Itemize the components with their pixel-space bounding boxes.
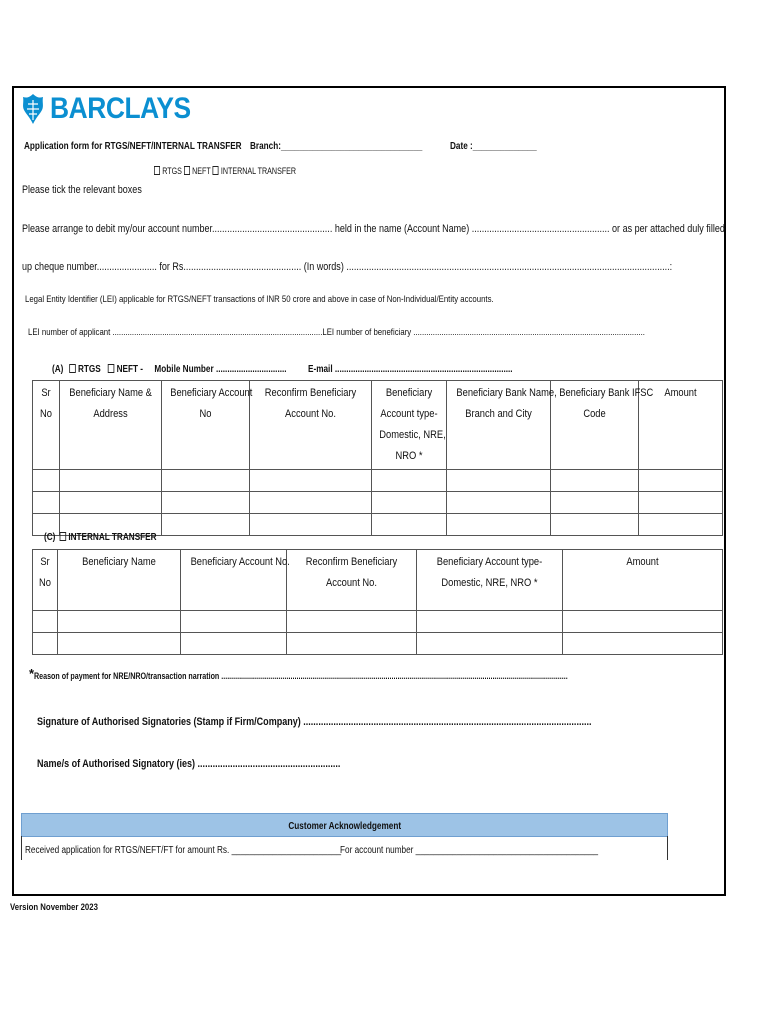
version-label: Version November 2023 xyxy=(10,902,98,913)
section-a-neft-label: NEFT - xyxy=(116,364,144,375)
c-header-cell xyxy=(58,550,181,611)
header-text: Amount xyxy=(626,556,659,568)
header-text: Amount xyxy=(664,387,697,399)
reason-text: Reason of payment for NRE/NRO/transaction narration ............................................................................................................................................................................... xyxy=(34,671,568,682)
internal-transfer-checkbox[interactable] xyxy=(213,166,219,175)
neft-checkbox[interactable] xyxy=(184,166,190,175)
internal-transfer-table xyxy=(32,549,723,655)
table-row xyxy=(33,633,723,655)
table-input-cell[interactable] xyxy=(639,492,723,514)
header-text: Account type- xyxy=(380,408,438,420)
table-input-cell[interactable] xyxy=(33,470,60,492)
email-field[interactable]: E-mail .............................................................................. xyxy=(308,364,513,375)
transfer-type-options xyxy=(154,166,296,177)
lei-note: Legal Entity Identifier (LEI) applicable for RTGS/NEFT transactions of INR 50 crore and above in case of Non-Individual/Entity accounts. xyxy=(25,294,494,305)
section-a-neft-checkbox[interactable] xyxy=(108,364,115,373)
section-a-label: (A) xyxy=(52,364,64,375)
table-input-cell[interactable] xyxy=(417,633,563,655)
table-input-cell[interactable] xyxy=(563,611,723,633)
header-text: Beneficiary Bank Name, xyxy=(456,387,557,399)
table-input-cell[interactable] xyxy=(417,611,563,633)
a-header-cell xyxy=(162,381,253,470)
header-text: No xyxy=(199,408,212,420)
c-header-cell xyxy=(181,550,290,611)
table-row xyxy=(33,470,723,492)
a-header-cell xyxy=(447,381,557,470)
table-input-cell[interactable] xyxy=(33,633,58,655)
header-text: Sr xyxy=(40,556,50,568)
table-input-cell[interactable] xyxy=(372,514,447,536)
table-input-cell[interactable] xyxy=(250,470,372,492)
header-text: Beneficiary Bank IFSC xyxy=(559,387,654,399)
table-input-cell[interactable] xyxy=(551,514,639,536)
table-input-cell[interactable] xyxy=(60,492,162,514)
c-header-cell xyxy=(33,550,58,611)
table-input-cell[interactable] xyxy=(58,611,181,633)
header-text: Domestic, NRE, NRO * xyxy=(441,577,538,589)
table-input-cell[interactable] xyxy=(287,633,417,655)
lei-numbers-line[interactable]: LEI number of applicant .................................................................................................LEI number of beneficiary ........................................................................................................... xyxy=(28,327,645,338)
tick-note: Please tick the relevant boxes xyxy=(22,184,142,196)
table-row xyxy=(33,492,723,514)
rtgs-checkbox[interactable] xyxy=(154,166,160,175)
table-input-cell[interactable] xyxy=(447,470,551,492)
form-title: Application form for RTGS/NEFT/INTERNAL TRANSFER xyxy=(24,141,242,152)
table-input-cell[interactable] xyxy=(250,514,372,536)
a-header-cell xyxy=(33,381,60,470)
table-input-cell[interactable] xyxy=(447,514,551,536)
a-header-cell xyxy=(639,381,723,470)
table-input-cell[interactable] xyxy=(60,470,162,492)
header-text: Branch and City xyxy=(465,408,532,420)
section-c-title: INTERNAL TRANSFER xyxy=(68,532,157,543)
internal-transfer-option-label: INTERNAL TRANSFER xyxy=(220,166,297,177)
table-input-cell[interactable] xyxy=(250,492,372,514)
cheque-amount-line[interactable]: up cheque number........................ for Rs............................................... (In words) .................................................................................................................................: xyxy=(22,261,673,273)
section-c-label: (C) xyxy=(44,532,56,543)
date-field[interactable]: Date :______________ xyxy=(450,141,537,152)
c-header-row xyxy=(33,550,723,611)
signatory-names-line[interactable]: Name/s of Authorised Signatory (ies) ......................................................... xyxy=(37,758,341,770)
header-text: Beneficiary Name & xyxy=(69,387,152,399)
a-header-cell xyxy=(250,381,372,470)
a-header-cell xyxy=(60,381,162,470)
c-header-cell xyxy=(287,550,417,611)
debit-account-line[interactable]: Please arrange to debit my/our account number................................................ held in the name (Account Name) ....................................................... or as per attached duly filled xyxy=(22,223,725,235)
section-a-rtgs-label: RTGS xyxy=(77,364,101,375)
table-input-cell[interactable] xyxy=(33,492,60,514)
table-input-cell[interactable] xyxy=(181,633,287,655)
header-text: Domestic, NRE, xyxy=(379,429,446,441)
header-text: Reconfirm Beneficiary xyxy=(264,387,357,399)
a-header-cell xyxy=(551,381,654,470)
table-input-cell[interactable] xyxy=(181,611,287,633)
section-c-heading xyxy=(44,532,157,543)
header-text: No xyxy=(40,408,52,420)
ack-received-field[interactable]: Received application for RTGS/NEFT/FT for amount Rs. ________________________ xyxy=(25,845,342,856)
brand-name: BARCLAYS xyxy=(50,92,191,125)
signature-line[interactable]: Signature of Authorised Signatories (Stamp if Firm/Company) ................................................................................................................... xyxy=(37,716,592,728)
header-text: Beneficiary xyxy=(385,387,433,399)
section-a-heading xyxy=(52,364,287,375)
mobile-number-field[interactable]: Mobile Number ............................... xyxy=(154,364,287,375)
header-text: Address xyxy=(93,408,128,420)
header-text: Reconfirm Beneficiary xyxy=(305,556,398,568)
table-input-cell[interactable] xyxy=(639,514,723,536)
table-input-cell[interactable] xyxy=(162,492,250,514)
rtgs-option-label: RTGS xyxy=(162,166,182,177)
ack-account-field[interactable]: For account number ________________________________________ xyxy=(340,845,599,856)
a-header-cell xyxy=(372,381,447,470)
table-input-cell[interactable] xyxy=(33,611,58,633)
acknowledgement-title: Customer Acknowledgement xyxy=(288,821,401,832)
header-text: Beneficiary Account type- xyxy=(436,556,543,568)
table-input-cell[interactable] xyxy=(372,492,447,514)
barclays-logo xyxy=(20,92,210,126)
rtgs-neft-table xyxy=(32,380,723,536)
table-input-cell[interactable] xyxy=(287,611,417,633)
neft-option-label: NEFT xyxy=(192,166,211,177)
c-header-cell xyxy=(563,550,723,611)
table-input-cell[interactable] xyxy=(639,470,723,492)
section-a-rtgs-checkbox[interactable] xyxy=(69,364,76,373)
table-input-cell[interactable] xyxy=(372,470,447,492)
header-text: Code xyxy=(583,408,606,420)
header-text: NRO * xyxy=(395,450,423,462)
table-input-cell[interactable] xyxy=(162,470,250,492)
table-input-cell[interactable] xyxy=(563,633,723,655)
c-header-cell xyxy=(417,550,563,611)
eagle-icon xyxy=(20,92,46,126)
section-c-checkbox[interactable] xyxy=(59,532,66,541)
a-header-row xyxy=(33,381,723,470)
header-text: Account No. xyxy=(285,408,336,420)
header-text: No xyxy=(39,577,51,589)
reason-asterisk: * xyxy=(29,666,35,681)
table-input-cell[interactable] xyxy=(162,514,250,536)
table-row xyxy=(33,611,723,633)
table-input-cell[interactable] xyxy=(551,470,639,492)
table-input-cell[interactable] xyxy=(58,633,181,655)
header-text: Account No. xyxy=(326,577,377,589)
header-text: Beneficiary Account xyxy=(170,387,253,399)
reason-line[interactable] xyxy=(29,666,746,684)
table-input-cell[interactable] xyxy=(551,492,639,514)
branch-field[interactable]: Branch:_______________________________ xyxy=(250,141,423,152)
header-text: Sr xyxy=(41,387,51,399)
customer-acknowledgement-header xyxy=(21,813,668,837)
header-text: Beneficiary Account No. xyxy=(190,556,290,568)
header-text: Beneficiary Name xyxy=(82,556,156,568)
table-input-cell[interactable] xyxy=(447,492,551,514)
